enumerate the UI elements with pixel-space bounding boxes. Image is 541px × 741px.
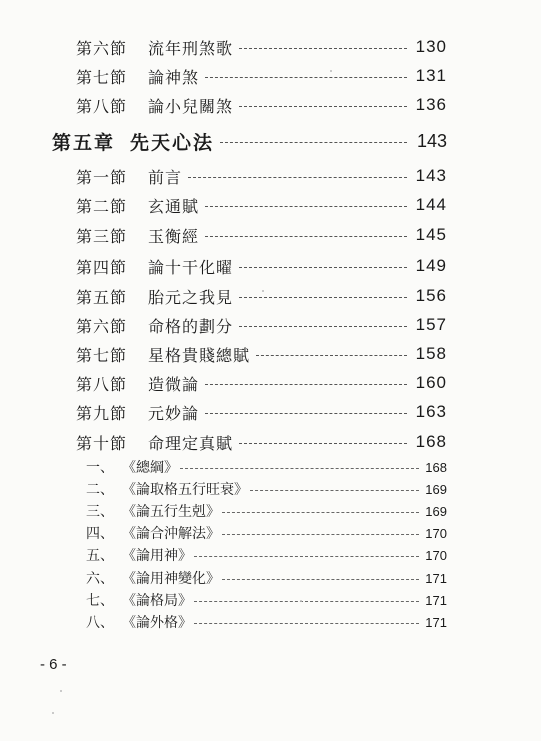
page-number: 171: [425, 570, 447, 586]
toc-subentry[interactable]: [86, 478, 447, 500]
page-number: 160: [415, 373, 447, 392]
page-number: 168: [415, 432, 447, 451]
section-number: 第六節: [76, 38, 128, 58]
section-number: 第十節: [76, 433, 128, 453]
section-number: 第四節: [76, 257, 128, 277]
subsection-number: 八、: [86, 615, 114, 631]
toc-entry[interactable]: [76, 312, 447, 338]
toc-entry[interactable]: [76, 63, 447, 89]
subsection-number: 七、: [86, 593, 114, 609]
toc-entry[interactable]: [76, 283, 447, 309]
section-number: 第一節: [76, 167, 128, 187]
dot-leader: [205, 384, 407, 385]
toc-entry[interactable]: [76, 34, 447, 60]
section-number: 第八節: [76, 96, 128, 116]
toc-entry[interactable]: [76, 253, 447, 279]
dot-leader: [222, 534, 419, 535]
page-number: 145: [415, 225, 447, 244]
dot-leader: [239, 267, 407, 268]
page-number: 171: [425, 592, 447, 608]
page-number: 130: [415, 37, 447, 56]
subsection-number: 一、: [86, 460, 114, 476]
toc-entry[interactable]: [76, 92, 447, 118]
subsection-title: 《論五行生剋》: [122, 504, 220, 520]
dot-leader: [205, 77, 407, 78]
page-number: 156: [415, 286, 447, 305]
subsection-title: 《論格局》: [122, 593, 192, 609]
section-title: 玉衡經: [148, 226, 200, 246]
section-number: 第七節: [76, 345, 128, 365]
subsection-title: 《論用神》: [122, 548, 192, 564]
dot-leader: [205, 206, 407, 207]
dot-leader: [250, 490, 419, 491]
dot-leader: [220, 142, 407, 143]
toc-subentry[interactable]: [86, 500, 447, 522]
page-number: 171: [425, 614, 447, 630]
toc-entry[interactable]: [76, 370, 447, 396]
scan-speck: [52, 712, 54, 714]
section-number: 第五節: [76, 287, 128, 307]
subsection-title: 《論外格》: [122, 615, 192, 631]
dot-leader: [188, 177, 407, 178]
scan-speck: [330, 70, 332, 72]
scan-speck: [60, 690, 62, 692]
toc-subentry[interactable]: [86, 589, 447, 611]
page-number: 143: [415, 166, 447, 185]
dot-leader: [222, 579, 419, 580]
subsection-title: 《總綱》: [122, 460, 178, 476]
page-number: 136: [415, 95, 447, 114]
section-title: 造微論: [148, 374, 200, 394]
toc-entry[interactable]: [76, 429, 447, 455]
dot-leader: [256, 355, 407, 356]
page-number: 168: [425, 459, 447, 475]
dot-leader: [205, 413, 407, 414]
toc-subentry[interactable]: [86, 522, 447, 544]
toc-subentry[interactable]: [86, 456, 447, 478]
dot-leader: [194, 623, 419, 624]
toc-chapter-entry[interactable]: [52, 128, 447, 154]
subsection-title: 《論取格五行旺衰》: [122, 482, 248, 498]
toc-subentry[interactable]: [86, 567, 447, 589]
section-number: 第六節: [76, 316, 128, 336]
section-title: 前言: [148, 167, 183, 187]
page-footer-number: - 6 -: [40, 656, 67, 673]
section-number: 第二節: [76, 196, 128, 216]
section-title: 命格的劃分: [148, 316, 234, 336]
dot-leader: [239, 48, 407, 49]
section-number: 第七節: [76, 67, 128, 87]
toc-entry[interactable]: [76, 192, 447, 218]
subsection-number: 四、: [86, 526, 114, 542]
scan-speck: [300, 600, 302, 602]
section-title: 命理定真賦: [148, 433, 234, 453]
toc-subentry[interactable]: [86, 544, 447, 566]
toc-subentry[interactable]: [86, 611, 447, 633]
section-number: 第八節: [76, 374, 128, 394]
dot-leader: [180, 468, 419, 469]
dot-leader: [222, 512, 419, 513]
section-title: 玄通賦: [148, 196, 200, 216]
subsection-title: 《論合沖解法》: [122, 526, 220, 542]
section-title: 元妙論: [148, 403, 200, 423]
scan-speck: [262, 290, 264, 292]
page-number: 170: [425, 547, 447, 563]
section-title: 論神煞: [148, 67, 200, 87]
page-number: 149: [415, 256, 447, 275]
toc-entry[interactable]: [76, 163, 447, 189]
section-title: 流年刑煞歌: [148, 38, 234, 58]
subsection-number: 二、: [86, 482, 114, 498]
page-number: 169: [425, 481, 447, 497]
subsection-number: 六、: [86, 571, 114, 587]
section-title: 胎元之我見: [148, 287, 234, 307]
page-number: 131: [415, 66, 447, 85]
section-title: 星格貴賤總賦: [148, 345, 251, 365]
chapter-number: 第五章: [52, 131, 116, 154]
page-number: 144: [415, 195, 447, 214]
section-number: 第九節: [76, 403, 128, 423]
dot-leader: [194, 601, 419, 602]
dot-leader: [239, 106, 407, 107]
dot-leader: [239, 326, 407, 327]
subsection-title: 《論用神變化》: [122, 571, 220, 587]
page-number: 158: [415, 344, 447, 363]
dot-leader: [239, 297, 407, 298]
section-title: 論十干化曜: [148, 257, 234, 277]
page-number: 169: [425, 503, 447, 519]
toc-entry[interactable]: [76, 399, 447, 425]
toc-entry[interactable]: [76, 222, 447, 248]
page-number: 157: [415, 315, 447, 334]
page-number: 163: [415, 402, 447, 421]
chapter-title: 先天心法: [130, 131, 215, 154]
subsection-number: 三、: [86, 504, 114, 520]
page-number: 143: [416, 130, 447, 151]
page-number: 170: [425, 525, 447, 541]
section-number: 第三節: [76, 226, 128, 246]
dot-leader: [205, 236, 407, 237]
toc-entry[interactable]: [76, 341, 447, 367]
dot-leader: [239, 443, 407, 444]
section-title: 論小兒關煞: [148, 96, 234, 116]
subsection-number: 五、: [86, 548, 114, 564]
dot-leader: [194, 556, 419, 557]
